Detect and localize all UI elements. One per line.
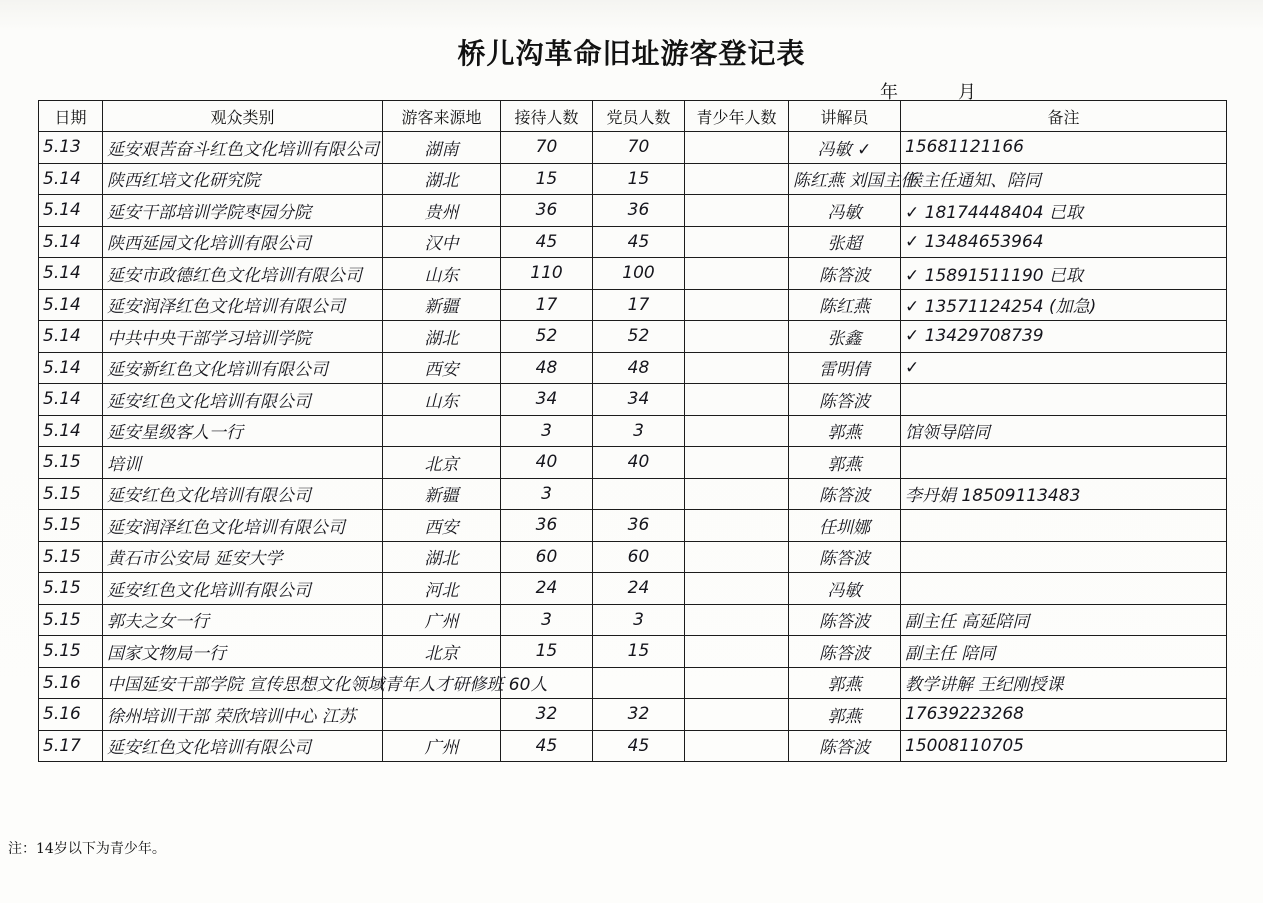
cell-party: 45 [593,730,685,762]
cell-origin [383,699,501,731]
header-note: 备注 [901,101,1227,132]
cell-received: 34 [501,384,593,416]
cell-note: ✓ [901,352,1227,384]
cell-origin: 贵州 [383,195,501,227]
cell-received: 52 [501,321,593,353]
cell-date: 5.14 [39,258,103,290]
cell-note [901,573,1227,605]
cell-received: 110 [501,258,593,290]
cell-guide: 陈答波 [789,636,901,668]
cell-visitor-type: 延安星级客人一行 [103,415,383,447]
cell-origin: 西安 [383,352,501,384]
cell-party: 52 [593,321,685,353]
cell-date: 5.14 [39,352,103,384]
table-row [39,478,1227,510]
cell-origin: 广州 [383,730,501,762]
cell-youth [685,636,789,668]
cell-date: 5.15 [39,447,103,479]
cell-note: 15681121166 [901,132,1227,164]
cell-visitor-type: 陕西红培文化研究院 [103,163,383,195]
header-guide: 讲解员 [789,101,901,132]
cell-youth [685,132,789,164]
cell-visitor-type: 延安红色文化培训有限公司 [103,730,383,762]
cell-guide: 张鑫 [789,321,901,353]
cell-party: 15 [593,636,685,668]
cell-visitor-type: 延安艰苦奋斗红色文化培训有限公司 [103,132,383,164]
table-row [39,132,1227,164]
cell-visitor-type: 中国延安干部学院 宣传思想文化领域青年人才研修班 60人 [103,667,383,699]
table-row [39,604,1227,636]
table-row [39,352,1227,384]
header-origin: 游客来源地 [383,101,501,132]
cell-date: 5.17 [39,730,103,762]
cell-note: 馆领导陪同 [901,415,1227,447]
cell-visitor-type: 国家文物局一行 [103,636,383,668]
cell-youth [685,352,789,384]
cell-youth [685,447,789,479]
table-row [39,258,1227,290]
cell-date: 5.14 [39,321,103,353]
year-label: 年 [880,82,898,103]
cell-party: 70 [593,132,685,164]
cell-received: 32 [501,699,593,731]
cell-guide: 陈答波 [789,478,901,510]
cell-origin: 北京 [383,447,501,479]
cell-party: 60 [593,541,685,573]
cell-received: 40 [501,447,593,479]
table-row [39,573,1227,605]
cell-note: ✓ 15891511190 已取 [901,258,1227,290]
cell-date: 5.14 [39,415,103,447]
cell-youth [685,667,789,699]
cell-date: 5.14 [39,289,103,321]
cell-youth [685,226,789,258]
cell-visitor-type: 郭夫之女一行 [103,604,383,636]
cell-guide: 陈答波 [789,730,901,762]
cell-party: 3 [593,604,685,636]
cell-received: 70 [501,132,593,164]
cell-visitor-type: 陕西延园文化培训有限公司 [103,226,383,258]
page-title: 桥儿沟革命旧址游客登记表 [457,37,806,70]
cell-party: 3 [593,415,685,447]
cell-note: 教学讲解 王纪刚授课 [901,667,1227,699]
cell-received: 3 [501,604,593,636]
cell-youth [685,699,789,731]
cell-origin: 湖南 [383,132,501,164]
table-row [39,384,1227,416]
table-row [39,321,1227,353]
cell-visitor-type: 延安干部培训学院枣园分院 [103,195,383,227]
table-row [39,636,1227,668]
cell-date: 5.15 [39,478,103,510]
table-row [39,510,1227,542]
cell-note [901,447,1227,479]
cell-received: 60 [501,541,593,573]
cell-youth [685,289,789,321]
cell-received: 17 [501,289,593,321]
cell-guide: 陈红燕 刘国主任 [789,163,901,195]
cell-guide: 陈答波 [789,258,901,290]
cell-origin: 新疆 [383,289,501,321]
cell-origin: 山东 [383,384,501,416]
cell-party: 48 [593,352,685,384]
cell-origin: 汉中 [383,226,501,258]
cell-guide: 雷明倩 [789,352,901,384]
cell-note: ✓ 18174448404 已取 [901,195,1227,227]
cell-visitor-type: 延安市政德红色文化培训有限公司 [103,258,383,290]
cell-party: 24 [593,573,685,605]
month-label: 月 [958,82,976,103]
cell-note: ✓ 13429708739 [901,321,1227,353]
cell-origin: 湖北 [383,163,501,195]
cell-guide: 陈答波 [789,541,901,573]
cell-date: 5.14 [39,384,103,416]
table-row [39,730,1227,762]
cell-visitor-type: 延安红色文化培训有限公司 [103,573,383,605]
cell-note [901,510,1227,542]
cell-origin: 广州 [383,604,501,636]
cell-visitor-type: 培训 [103,447,383,479]
cell-visitor-type: 中共中央干部学习培训学院 [103,321,383,353]
cell-origin [383,415,501,447]
cell-guide: 任圳娜 [789,510,901,542]
cell-visitor-type: 徐州培训干部 荣欣培训中心 江苏 [103,699,383,731]
cell-received: 3 [501,478,593,510]
footnote: 注：14岁以下为青少年。 [8,841,166,857]
table-row [39,415,1227,447]
cell-visitor-type: 延安润泽红色文化培训有限公司 [103,289,383,321]
cell-youth [685,321,789,353]
cell-note [901,384,1227,416]
cell-date: 5.15 [39,636,103,668]
cell-party: 36 [593,510,685,542]
cell-note: 副主任 高延陪同 [901,604,1227,636]
cell-guide: 郭燕 [789,667,901,699]
cell-received: 45 [501,226,593,258]
header-party: 党员人数 [593,101,685,132]
cell-party: 100 [593,258,685,290]
cell-origin: 新疆 [383,478,501,510]
cell-visitor-type: 延安润泽红色文化培训有限公司 [103,510,383,542]
cell-party: 34 [593,384,685,416]
cell-origin: 西安 [383,510,501,542]
table-row [39,667,1227,699]
cell-received: 15 [501,163,593,195]
cell-received: 15 [501,636,593,668]
header-visitor-type: 观众类别 [103,101,383,132]
cell-date: 5.16 [39,699,103,731]
table-row [39,699,1227,731]
cell-party [593,478,685,510]
header-date: 日期 [39,101,103,132]
cell-party: 17 [593,289,685,321]
cell-youth [685,510,789,542]
cell-note: 15008110705 [901,730,1227,762]
cell-guide: 陈答波 [789,384,901,416]
header-youth: 青少年人数 [685,101,789,132]
cell-note: 副主任 陪同 [901,636,1227,668]
cell-youth [685,573,789,605]
cell-youth [685,730,789,762]
cell-guide: 冯敏 [789,195,901,227]
cell-guide: 郭燕 [789,447,901,479]
cell-guide: 张超 [789,226,901,258]
table-row [39,195,1227,227]
cell-origin: 山东 [383,258,501,290]
ledger-body [39,132,1227,762]
cell-youth [685,195,789,227]
cell-received: 48 [501,352,593,384]
cell-received: 36 [501,510,593,542]
cell-date: 5.14 [39,195,103,227]
cell-date: 5.16 [39,667,103,699]
cell-guide: 郭燕 [789,415,901,447]
cell-date: 5.14 [39,226,103,258]
cell-date: 5.15 [39,604,103,636]
cell-note [901,541,1227,573]
cell-guide: 陈红燕 [789,289,901,321]
header-row [39,101,1227,132]
cell-origin: 湖北 [383,541,501,573]
cell-party: 40 [593,447,685,479]
cell-youth [685,478,789,510]
cell-date: 5.15 [39,510,103,542]
cell-note: ✓ 13571124254 (加急) [901,289,1227,321]
table-row [39,289,1227,321]
cell-party: 36 [593,195,685,227]
cell-origin: 湖北 [383,321,501,353]
cell-date: 5.14 [39,163,103,195]
table-row [39,447,1227,479]
table-row [39,226,1227,258]
table-row [39,541,1227,573]
cell-youth [685,163,789,195]
cell-youth [685,415,789,447]
cell-note: 17639223268 [901,699,1227,731]
cell-youth [685,604,789,636]
cell-party [593,667,685,699]
cell-received: 24 [501,573,593,605]
cell-youth [685,384,789,416]
cell-received: 3 [501,415,593,447]
cell-visitor-type: 黄石市公安局 延安大学 [103,541,383,573]
cell-note: ✓ 13484653964 [901,226,1227,258]
cell-date: 5.15 [39,541,103,573]
cell-date: 5.13 [39,132,103,164]
cell-origin: 河北 [383,573,501,605]
table-row [39,163,1227,195]
cell-visitor-type: 延安新红色文化培训有限公司 [103,352,383,384]
cell-date: 5.15 [39,573,103,605]
cell-youth [685,258,789,290]
cell-origin: 北京 [383,636,501,668]
cell-guide: 冯敏 ✓ [789,132,901,164]
cell-received: 45 [501,730,593,762]
cell-note: 候主任通知、陪同 [901,163,1227,195]
cell-party: 45 [593,226,685,258]
cell-party: 32 [593,699,685,731]
cell-party: 15 [593,163,685,195]
cell-guide: 冯敏 [789,573,901,605]
cell-guide: 郭燕 [789,699,901,731]
visitor-register-table [38,100,1227,762]
cell-guide: 陈答波 [789,604,901,636]
cell-visitor-type: 延安红色文化培训有限公司 [103,478,383,510]
cell-visitor-type: 延安红色文化培训有限公司 [103,384,383,416]
header-received: 接待人数 [501,101,593,132]
cell-note: 李丹娟 18509113483 [901,478,1227,510]
cell-youth [685,541,789,573]
cell-received: 36 [501,195,593,227]
